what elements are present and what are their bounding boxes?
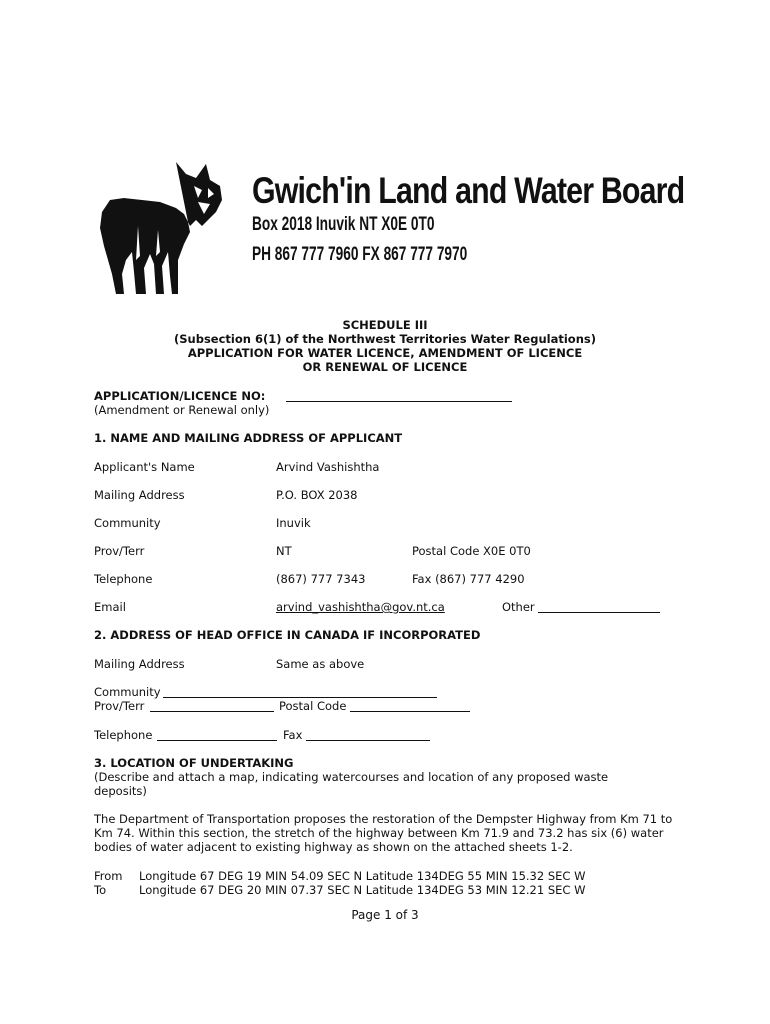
head-office-mailing-label: Mailing Address	[94, 657, 185, 671]
org-phone-fax: PH 867 777 7960 FX 867 777 7970	[252, 244, 468, 265]
section2-heading: 2. ADDRESS OF HEAD OFFICE IN CANADA IF INCORPORATED	[94, 628, 481, 642]
head-office-telephone-label: Telephone	[94, 728, 153, 742]
head-office-postal-label: Postal Code	[279, 699, 347, 713]
fax-text: Fax (867) 777 4290	[412, 572, 525, 586]
section3-paragraph-line1: The Department of Transportation proposes the restoration of the Dempster Highway from Km 71 to	[94, 812, 673, 826]
from-label: From	[94, 869, 123, 883]
head-office-fax-label: Fax	[283, 728, 303, 742]
head-office-fax-field[interactable]	[306, 728, 430, 741]
other-field[interactable]	[538, 600, 660, 613]
page-number: Page 1 of 3	[351, 908, 419, 922]
community-label: Community	[94, 516, 161, 530]
email-link[interactable]: arvind_vashishtha@gov.nt.ca	[276, 600, 445, 614]
section1-heading: 1. NAME AND MAILING ADDRESS OF APPLICANT	[94, 431, 403, 445]
prov-terr-value: NT	[276, 544, 292, 558]
section3-note-line1: (Describe and attach a map, indicating watercourses and location of any proposed waste	[94, 770, 609, 784]
from-coordinates: Longitude 67 DEG 19 MIN 54.09 SEC N Latitude 134DEG 55 MIN 15.32 SEC W	[139, 869, 586, 883]
mailing-address-value: P.O. BOX 2038	[276, 488, 358, 502]
telephone-label: Telephone	[94, 572, 153, 586]
mailing-address-label: Mailing Address	[94, 488, 185, 502]
section3-paragraph-line2: Km 74. Within this section, the stretch of the highway between Km 71.9 and 73.2 has six (6) water	[94, 826, 664, 840]
head-office-community-field[interactable]	[163, 685, 437, 698]
applicant-name-label: Applicant's Name	[94, 460, 195, 474]
section3-paragraph-line3: bodies of water adjacent to existing highway as shown on the attached sheets 1-2.	[94, 840, 573, 854]
head-office-community-label: Community	[94, 685, 161, 699]
other-label: Other	[502, 600, 535, 614]
email-label: Email	[94, 600, 126, 614]
application-title-line1: APPLICATION FOR WATER LICENCE, AMENDMENT OF LICENCE	[187, 346, 583, 360]
head-office-mailing-value: Same as above	[276, 657, 365, 671]
applicant-name-value: Arvind Vashishtha	[276, 460, 380, 474]
head-office-postal-field[interactable]	[350, 699, 470, 712]
prov-terr-label: Prov/Terr	[94, 544, 145, 558]
application-title-line2: OR RENEWAL OF LICENCE	[302, 360, 468, 374]
schedule-title: SCHEDULE III	[342, 318, 428, 332]
to-coordinates: Longitude 67 DEG 20 MIN 07.37 SEC N Latitude 134DEG 53 MIN 12.21 SEC W	[139, 883, 586, 897]
postal-code-text: Postal Code X0E 0T0	[412, 544, 531, 558]
head-office-prov-field[interactable]	[150, 699, 274, 712]
section3-heading: 3. LOCATION OF UNDERTAKING	[94, 756, 294, 770]
org-name: Gwich'in Land and Water Board	[252, 170, 685, 211]
schedule-subsection: (Subsection 6(1) of the Northwest Territories Water Regulations)	[174, 332, 596, 346]
telephone-value: (867) 777 7343	[276, 572, 366, 586]
wolf-logo-icon	[98, 156, 228, 298]
to-label: To	[94, 883, 107, 897]
licence-no-label: APPLICATION/LICENCE NO:	[94, 389, 266, 403]
licence-no-note: (Amendment or Renewal only)	[94, 403, 270, 417]
section3-note-line2: deposits)	[94, 784, 147, 798]
org-address: Box 2018 Inuvik NT X0E 0T0	[252, 214, 435, 235]
head-office-telephone-field[interactable]	[157, 728, 277, 741]
licence-no-field[interactable]	[286, 389, 512, 402]
head-office-prov-label: Prov/Terr	[94, 699, 145, 713]
community-value: Inuvik	[276, 516, 311, 530]
